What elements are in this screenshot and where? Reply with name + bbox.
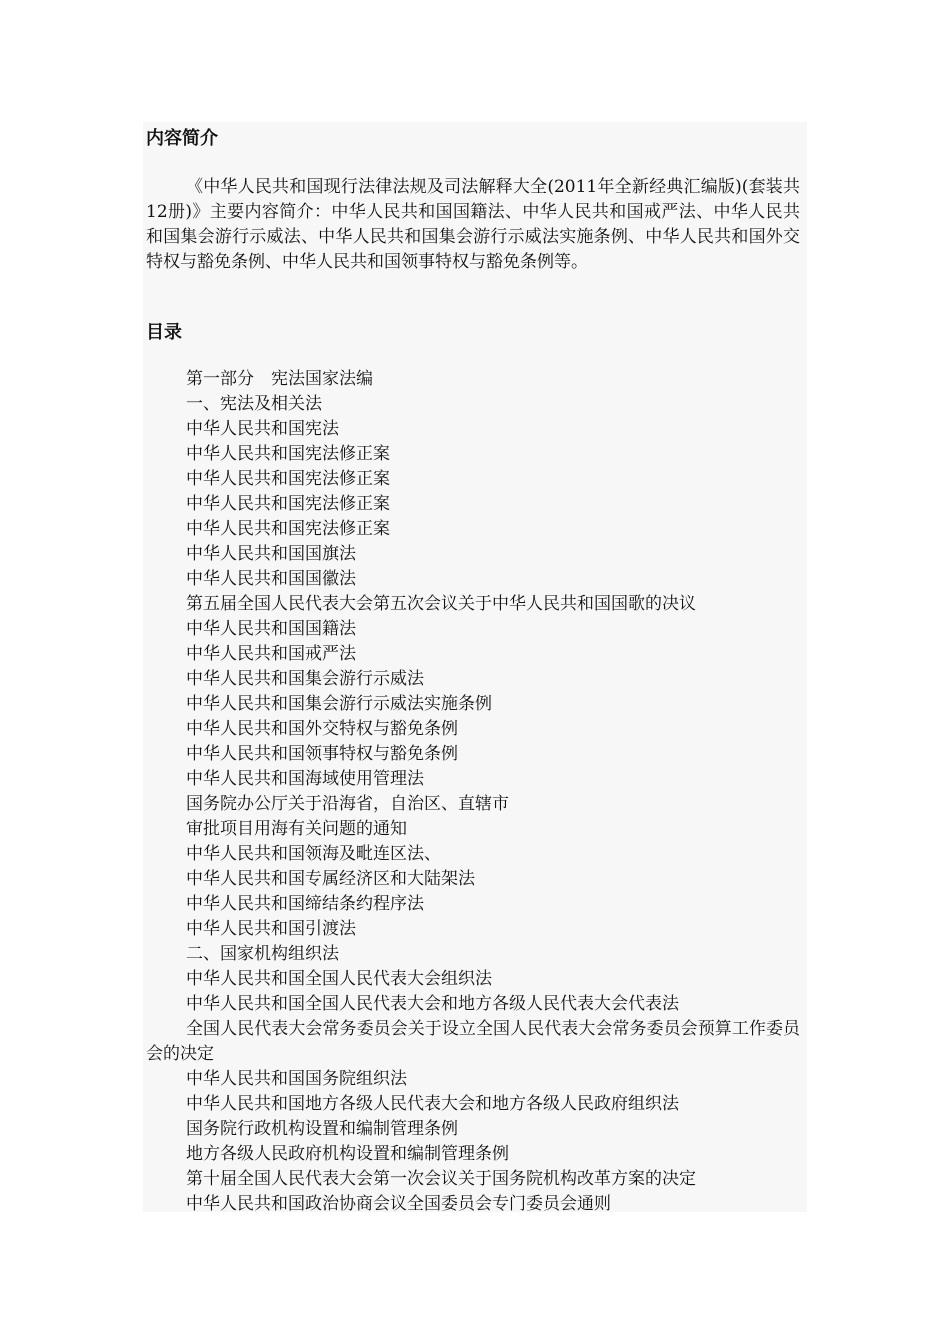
toc-item: 中华人民共和国引渡法: [186, 919, 356, 939]
toc-item: 国务院行政机构设置和编制管理条例: [186, 1119, 458, 1139]
toc-item: 中华人民共和国地方各级人民代表大会和地方各级人民政府组织法: [186, 1094, 679, 1114]
toc-item: 全国人民代表大会常务委员会关于设立全国人民代表大会常务委员会预算工作委员会的决定: [146, 1019, 800, 1064]
toc-item: 第一部分 宪法国家法编: [186, 369, 373, 389]
toc-item: 中华人民共和国国籍法: [186, 619, 356, 639]
toc-item: 中华人民共和国宪法修正案: [186, 494, 390, 514]
toc-item: 地方各级人民政府机构设置和编制管理条例: [186, 1144, 509, 1164]
toc-item: 中华人民共和国集会游行示威法: [186, 669, 424, 689]
toc-item: 中华人民共和国国徽法: [186, 569, 356, 589]
toc-list: [146, 367, 800, 1217]
toc-item: 国务院办公厅关于沿海省，自治区、直辖市: [186, 794, 509, 814]
toc-item: 中华人民共和国国旗法: [186, 544, 356, 564]
toc-item: 中华人民共和国宪法修正案: [186, 444, 390, 464]
toc-item: 中华人民共和国领事特权与豁免条例: [186, 744, 458, 764]
toc-heading: 目录: [146, 322, 182, 343]
toc-item: 中华人民共和国全国人民代表大会组织法: [186, 969, 492, 989]
toc-item: 中华人民共和国领海及毗连区法、: [186, 844, 441, 864]
toc-item: 中华人民共和国缔结条约程序法: [186, 894, 424, 914]
toc-item: 中华人民共和国专属经济区和大陆架法: [186, 869, 475, 889]
toc-item: 二、国家机构组织法: [186, 944, 339, 964]
toc-item: 审批项目用海有关问题的通知: [186, 819, 407, 839]
toc-item: 第五届全国人民代表大会第五次会议关于中华人民共和国国歌的决议: [186, 594, 696, 614]
toc-item: 一、宪法及相关法: [186, 394, 322, 414]
toc-item: 中华人民共和国集会游行示威法实施条例: [186, 694, 492, 714]
toc-item: 中华人民共和国宪法修正案: [186, 469, 390, 489]
toc-item: 中华人民共和国政治协商会议全国委员会专门委员会通则: [186, 1194, 611, 1214]
toc-item: 中华人民共和国国务院组织法: [186, 1069, 407, 1089]
toc-item: 中华人民共和国宪法: [186, 419, 339, 439]
toc-item: 中华人民共和国外交特权与豁免条例: [186, 719, 458, 739]
toc-item: 中华人民共和国宪法修正案: [186, 519, 390, 539]
toc-item: 中华人民共和国全国人民代表大会和地方各级人民代表大会代表法: [186, 994, 679, 1014]
intro-heading: 内容简介: [146, 128, 218, 149]
intro-paragraph: 《中华人民共和国现行法律法规及司法解释大全(2011年全新经典汇编版)(套装共12册)》主要内容简介：中华人民共和国国籍法、中华人民共和国戒严法、中华人民共和国集会游行示威法、中华人民共和国集会游行示威法实施条例、中华人民共和国外交特权与豁免条例、中华人民共和国领事特权与豁免条例等。: [146, 177, 800, 272]
toc-item: 中华人民共和国戒严法: [186, 644, 356, 664]
toc-item: 中华人民共和国海域使用管理法: [186, 769, 424, 789]
toc-item: 第十届全国人民代表大会第一次会议关于国务院机构改革方案的决定: [186, 1169, 696, 1189]
